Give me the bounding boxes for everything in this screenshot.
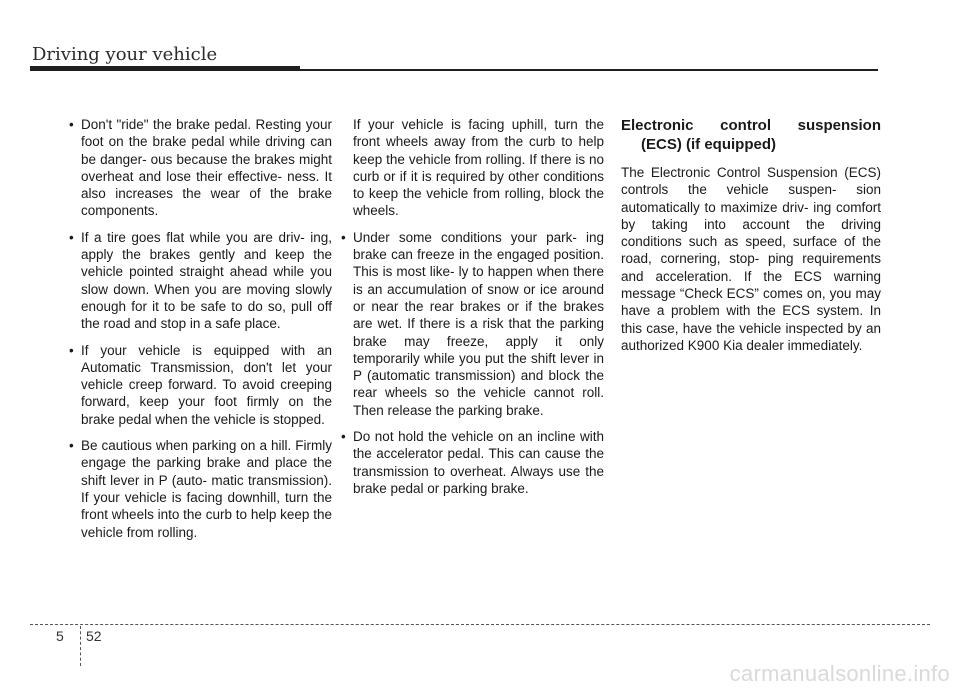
chapter-number: 5: [56, 628, 64, 644]
list-item: • Do not hold the vehicle on an incline with the accelerator pedal. This can cause the transmission to overheat. Always use the brake pedal or parking brake.: [336, 428, 604, 497]
header-rule-thin: [300, 69, 878, 71]
footer-divider: [80, 626, 81, 666]
footer-rule: [30, 624, 930, 625]
list-item: • Be cautious when parking on a hill. Firmly engage the parking brake and place the shift lever in P (auto- matic transmission). If your vehicle is facing downhill, turn the front wheels into the curb to help keep the vehicle from rolling.: [64, 437, 332, 541]
ecs-body-paragraph: The Electronic Control Suspension (ECS) controls the vehicle suspen- sion automatically to maximize driv- ing comfort by taking into account the driving conditions such as speed, surface of the road, cornering, stop- ping requirements and acceleration. If the ECS warning message “Check ECS” comes on, you may have a problem with the ECS system. In this case, have the vehicle inspected by an authorized K900 Kia dealer immediately.: [621, 165, 881, 353]
page-number: 52: [86, 628, 102, 644]
parking-tips-list: [336, 229, 604, 497]
list-item: • If your vehicle is equipped with an Automatic Transmission, don't let your vehicle creep forward. To avoid creeping forward, keep your foot firmly on the brake pedal when the vehicle is stopped.: [64, 342, 332, 428]
column-left: [64, 116, 332, 550]
continuation-paragraph: If your vehicle is facing uphill, turn the front wheels away from the curb to help keep the vehicle from rolling. If there is no curb or if it is required by other conditions to keep the vehicle from rolling, block the wheels.: [353, 117, 604, 219]
brake-tips-list: [64, 116, 332, 541]
column-right: [621, 116, 881, 363]
header-rule-thick: [30, 66, 300, 71]
ecs-section-heading: Electronic control suspension (ECS) (if equipped): [621, 117, 881, 153]
column-middle: [336, 116, 604, 506]
header-title: Driving your vehicle: [32, 44, 218, 65]
list-item: • If a tire goes flat while you are driv- ing, apply the brakes gently and keep the vehicle pointed straight ahead while you slow down. When you are moving slowly enough for it to be safe to do so, pull off the road and stop in a safe place.: [64, 229, 332, 333]
list-item: • Don't "ride" the brake pedal. Resting your foot on the brake pedal while driving can be danger- ous because the brakes might overheat and lose their effective- ness. It also increases the wear of the brake components.: [64, 116, 332, 220]
watermark: carmanualsonline.info: [729, 661, 950, 686]
list-item: • Under some conditions your park- ing brake can freeze in the engaged position. This is most like- ly to happen when there is an accumulation of snow or ice around or near the rear brakes or if the brakes are wet. If there is a risk that the parking brake may freeze, apply it only temporarily while you put the shift lever in P (automatic transmission) and block the rear wheels so the vehicle cannot roll. Then release the parking brake.: [336, 229, 604, 419]
